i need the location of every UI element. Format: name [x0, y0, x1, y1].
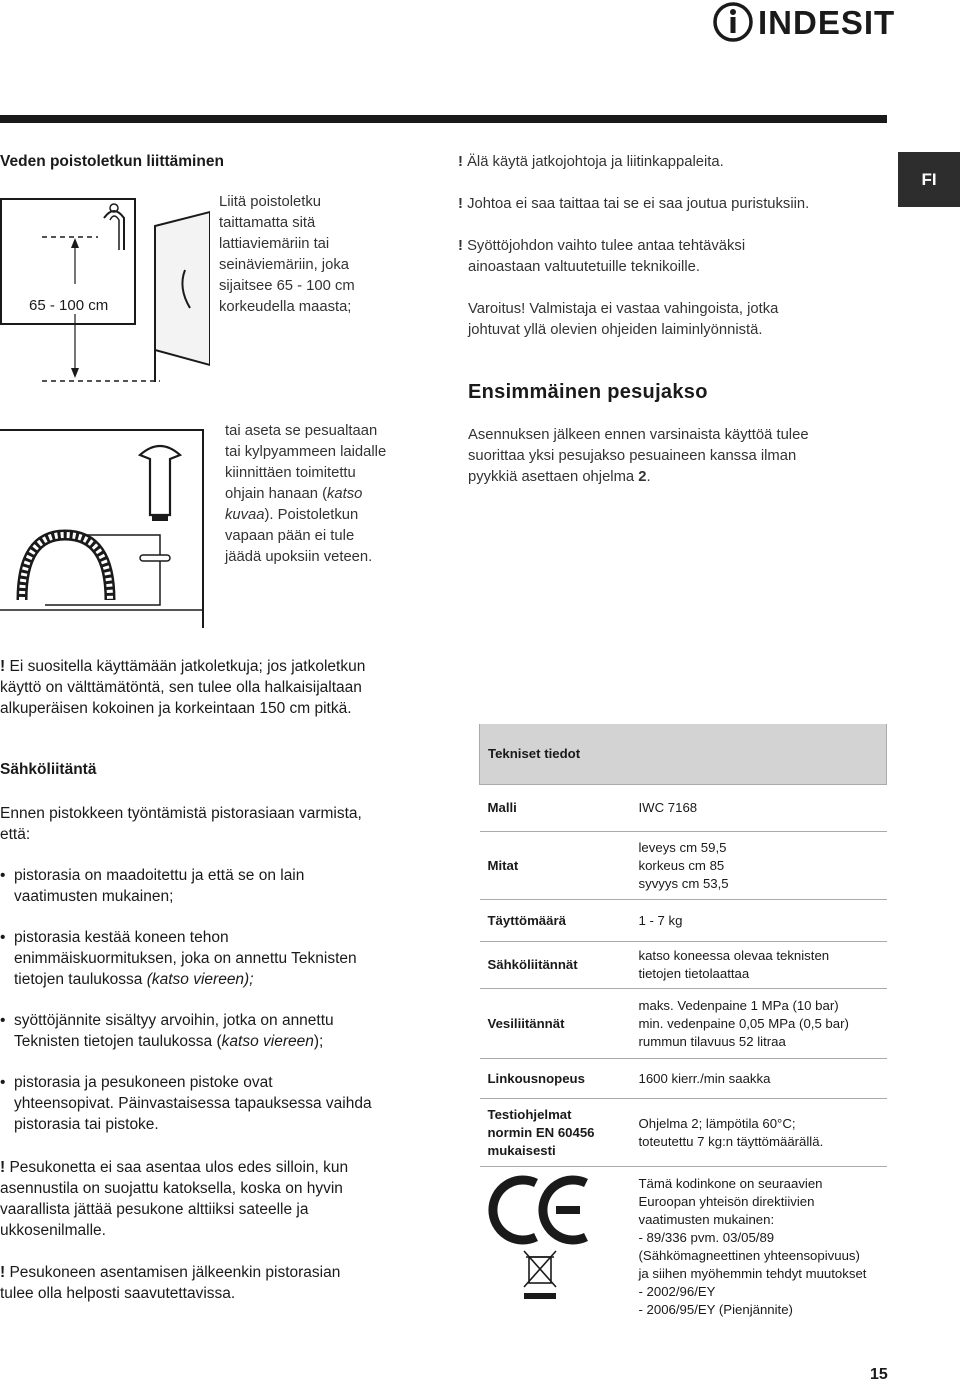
brand-logo [712, 0, 896, 44]
warning-item: ! Älä käytä jatkojohtoja ja liitinkappaleita. [458, 154, 724, 170]
page-number: 15 [870, 1366, 888, 1383]
warning-item: ! Johtoa ei saa taittaa tai se ei saa joutua puristuksiin. [458, 196, 810, 212]
table-row: Sähköliitännät katso koneessa olevaa teknisten tietojen tietolaattaa [480, 942, 887, 989]
spec-table [479, 724, 887, 1320]
electrical-heading: Sähköliitäntä [0, 761, 97, 778]
weee-bin-icon [524, 1251, 556, 1299]
table-row: Mitat leveys cm 59,5 korkeus cm 85 syvyys cm 53,5 [480, 832, 887, 900]
table-row: Malli IWC 7168 [480, 785, 887, 832]
warning-mark: ! [0, 658, 6, 675]
header-rule [0, 115, 887, 123]
language-tab: FI [898, 152, 960, 207]
drain-hose-sink-figure [0, 425, 205, 630]
brand-name: INDESIT [758, 4, 896, 41]
list-item: • pistorasia on maadoitettu ja että se on lain vaatimusten mukainen; [0, 867, 305, 905]
table-row: Täyttömäärä 1 - 7 kg [480, 900, 887, 942]
table-row: Vesiliitännät maks. Vedenpaine 1 MPa (10 bar) min. vedenpaine 0,05 MPa (0,5 bar) rummun tilavuus 52 litraa [480, 989, 887, 1059]
table-row: Linkousnopeus 1600 kierr./min saakka [480, 1059, 887, 1099]
drain-hose-wall-figure [0, 190, 210, 390]
table-row: Testiohjelmat normin EN 60456 mukaisesti Ohjelma 2; lämpötila 60°C; toteutettu 7 kg:n täyttömäärällä. [480, 1099, 887, 1167]
list-item: • syöttöjännite sisältyy arvoihin, jotka on annettu Teknisten tietojen taulukossa (katso viereen); [0, 1012, 334, 1050]
hose-extension-note: ! Ei suositella käyttämään jatkoletkuja; jos jatkoletkun käyttö on välttämätöntä, sen tulee olla halkaisijaltaan alkuperäisen kokoinen ja korkeintaan 150 cm pitkä. [0, 658, 366, 717]
brand-logo-icon [712, 0, 756, 44]
electrical-intro: Ennen pistokkeen työntämistä pistorasiaan varmista, että: [0, 805, 362, 843]
drain-height-label: 65 - 100 cm [29, 297, 109, 314]
drain-heading: Veden poistoletkun liittäminen [0, 153, 224, 170]
drain-text-2: tai aseta se pesualtaan tai kylpyammeen laidalle kiinnittäen toimitettu ohjain hanaan (katso kuvaa). Poistoletkun vapaan pään ei tule jäädä upoksiin veteen. [225, 423, 387, 565]
list-item: • pistorasia kestää koneen tehon enimmäiskuormituksen, joka on annettu Teknisten tietojen taulukossa (katso viereen); [0, 929, 357, 988]
first-wash-text: Asennuksen jälkeen ennen varsinaista käyttöä tulee suorittaa yksi pesujakso pesuaineen kanssa ilman pyykkiä asettaen ohjelma 2. [468, 427, 809, 485]
drain-text-1: Liitä poistoletku taittamatta sitä lattiaviemäriin tai seinäviemäriin, joka sijaitsee 65 - 100 cm korkeudella maasta; [219, 194, 355, 315]
outdoor-warning: ! Pesukonetta ei saa asentaa ulos edes silloin, kun asennustila on suojattu katoksella, koska on hyvin vaarallista jättää pesukone alttiiksi sateelle ja ukkosenilmalle. [0, 1159, 349, 1239]
ce-mark-icon [488, 1175, 588, 1315]
warning-item: ! Syöttöjohdon vaihto tulee antaa tehtäväksi ainoastaan valtuutetuille teknikoille. [458, 238, 746, 275]
first-wash-title: Ensimmäinen pesujakso [468, 381, 708, 403]
spec-table-title: Tekniset tiedot [480, 724, 887, 785]
electrical-checklist [0, 865, 430, 1155]
table-row: Tämä kodinkone on seuraavien Euroopan yhteisön direktiivien vaatimusten mukainen: - 89/336 pvm. 03/05/89 (Sähkömagneettinen yhteensopivuus) ja siihen myöhemmin tehdyt muutokset - 2002/96/EY - 2006/95/EY (Pienjännite) [480, 1167, 887, 1321]
list-item: • pistorasia ja pesukoneen pistoke ovat yhteensopivat. Päinvastaisessa tapauksessa vaihda pistorasia tai pistoke. [0, 1074, 372, 1133]
warnings-list [458, 152, 809, 341]
caution-text: Varoitus! Valmistaja ei vastaa vahingoista, jotka johtuvat yllä olevien ohjeiden laiminlyönnistä. [468, 301, 779, 338]
socket-access-warning: ! Pesukoneen asentamisen jälkeenkin pistorasian tulee olla helposti saavutettavissa. [0, 1264, 341, 1302]
